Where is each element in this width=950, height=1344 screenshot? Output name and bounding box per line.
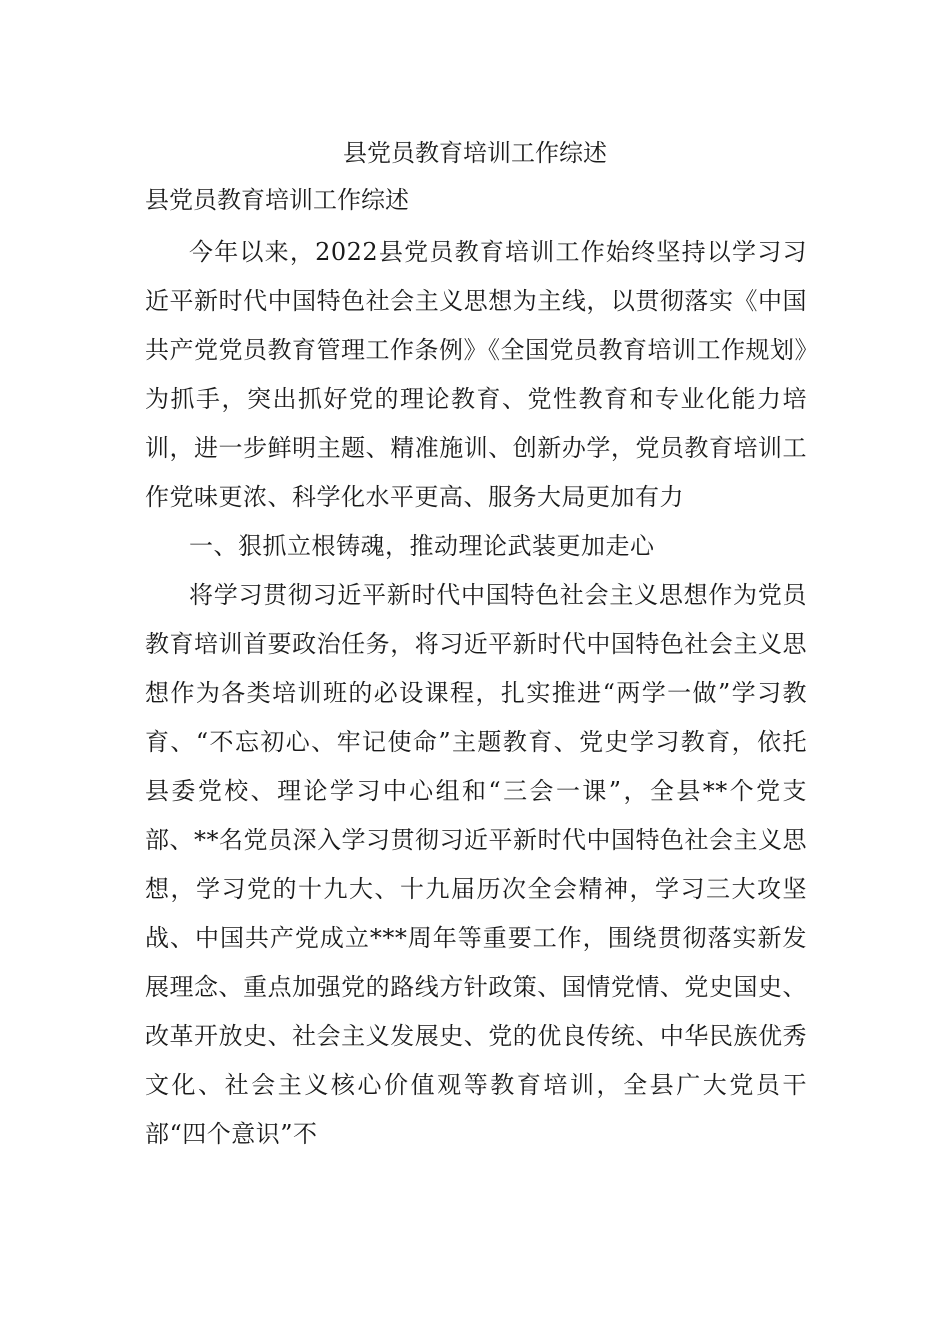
- section-paragraph: 将学习贯彻习近平新时代中国特色社会主义思想作为党员教育培训首要政治任务，将习近平新时代中国特色社会主义思想作为各类培训班的必设课程，扎实推进“两学一做”学习教育、“不忘初心、牢记使命”主题教育、党史学习教育，依托县委党校、理论学习中心组和“三会一课”，全县**个党支部、**名党员深入学习贯彻习近平新时代中国特色社会主义思想，学习党的十九大、十九届历次全会精神，学习三大攻坚战、中国共产党成立***周年等重要工作，围绕贯彻落实新发展理念、重点加强党的路线方针政策、国情党情、党史国史、改革开放史、社会主义发展史、党的优良传统、中华民族优秀文化、社会主义核心价值观等教育培训，全县广大党员干部“四个意识”不: [145, 581, 807, 1148]
- document-body: [145, 178, 807, 1159]
- intro-paragraph: 今年以来，2022县党员教育培训工作始终坚持以学习习近平新时代中国特色社会主义思想为主线，以贯彻落实《中国共产党党员教育管理工作条例》《全国党员教育培训工作规划》为抓手，突出抓好党的理论教育、党性教育和专业化能力培训，进一步鲜明主题、精准施训、创新办学，党员教育培训工作党味更浓、科学化水平更高、服务大局更加有力: [145, 238, 807, 511]
- document-subtitle: 县党员教育培训工作综述: [145, 186, 409, 214]
- document-title: 县党员教育培训工作综述: [343, 139, 607, 167]
- section-heading: 一、狠抓立根铸魂，推动理论武装更加走心: [189, 532, 655, 560]
